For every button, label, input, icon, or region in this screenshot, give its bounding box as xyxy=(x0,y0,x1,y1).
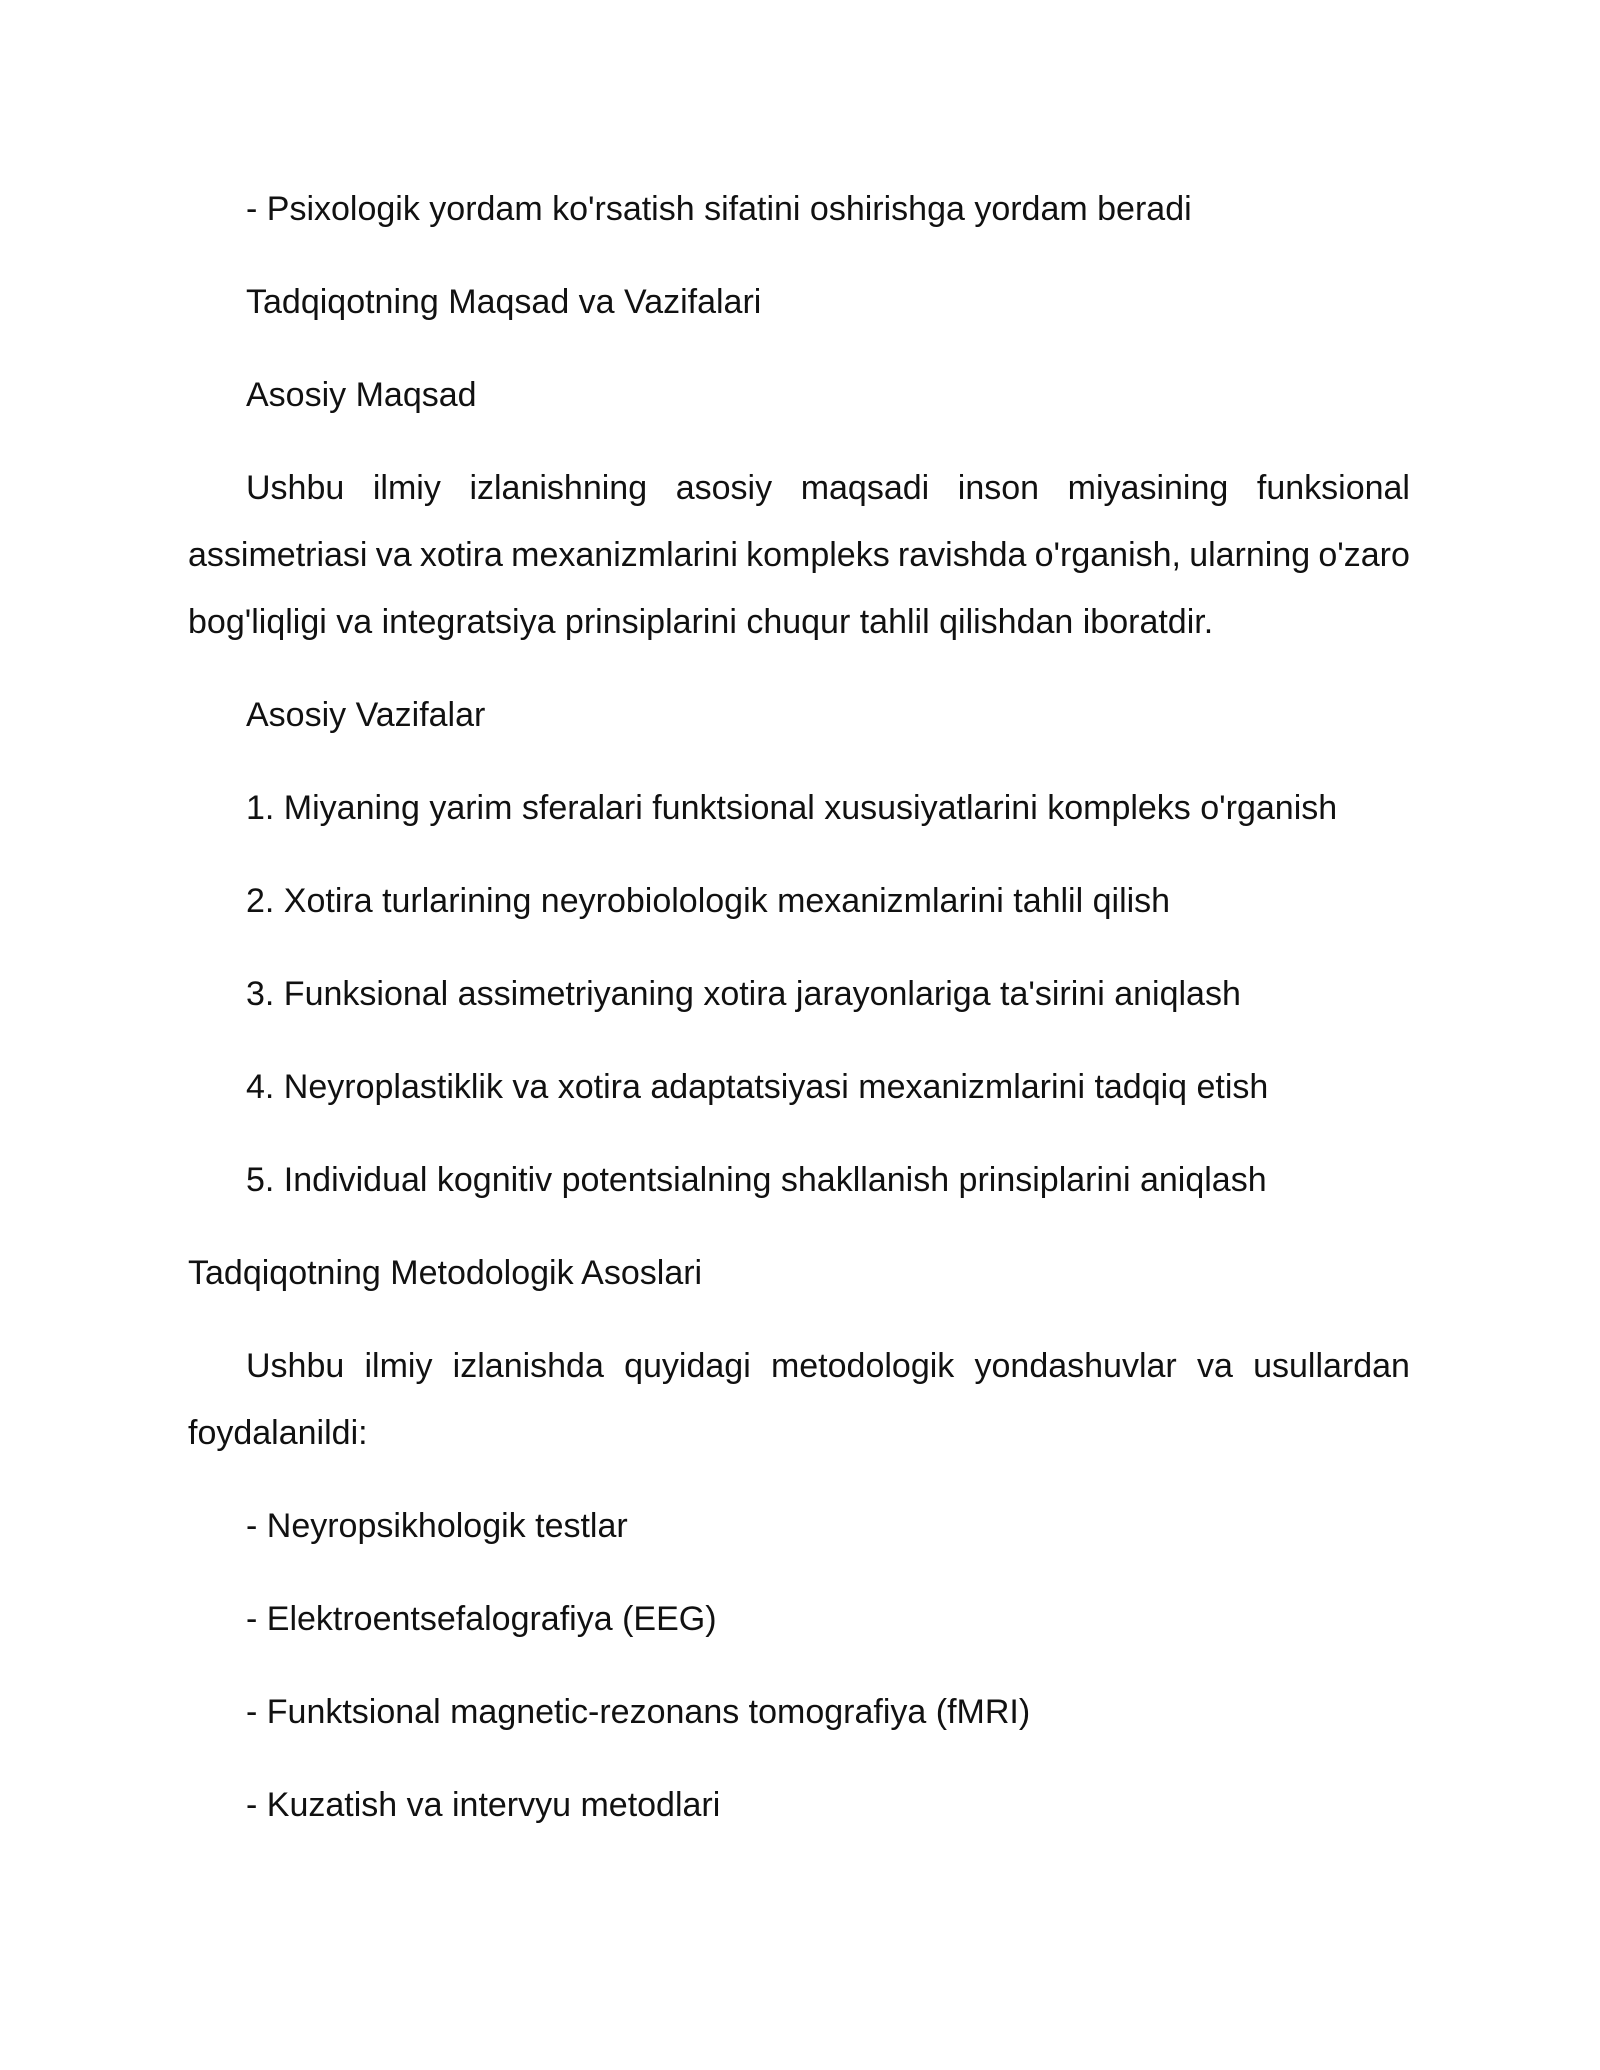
word: Ushbu xyxy=(246,469,345,507)
tasks-heading: Asosiy Vazifalar xyxy=(246,696,486,734)
word: va xyxy=(375,536,412,574)
main-goal-line-1 xyxy=(246,455,1410,522)
method-item-2: - Elektroentsefalografiya (EEG) xyxy=(246,1600,717,1638)
word: miyasining xyxy=(1067,469,1229,507)
methodology-line-1-text xyxy=(246,1333,1410,1400)
word: usullardan xyxy=(1253,1347,1410,1385)
word: ilmiy xyxy=(364,1347,433,1385)
main-goal-line-2-text xyxy=(188,522,1410,589)
word: quyidagi xyxy=(624,1347,751,1385)
bullet-intro-line: - Psixologik yordam ko'rsatish sifatini oshirishga yordam beradi xyxy=(246,190,1192,228)
method-item-3: - Funktsional magnetic-rezonans tomografiya (fMRI) xyxy=(246,1693,1031,1731)
main-goal-heading: Asosiy Maqsad xyxy=(246,376,477,414)
word: maqsadi xyxy=(800,469,930,507)
word: Ushbu xyxy=(246,1347,345,1385)
word: ularning xyxy=(1189,536,1311,574)
word: xotira xyxy=(419,536,503,574)
method-item-4: - Kuzatish va intervyu metodlari xyxy=(246,1786,721,1824)
word: asosiy xyxy=(675,469,773,507)
main-goal-line-2 xyxy=(188,522,1410,589)
word: metodologik xyxy=(770,1347,955,1385)
word: mexanizmlarini xyxy=(511,536,738,574)
word: o'rganish, xyxy=(1034,536,1181,574)
section-title: Tadqiqotning Maqsad va Vazifalari xyxy=(246,283,762,321)
word: ilmiy xyxy=(372,469,441,507)
word: kompleks xyxy=(746,536,890,574)
word: o'zaro xyxy=(1318,536,1410,574)
word: funksional xyxy=(1256,469,1410,507)
task-item-2: 2. Xotira turlarining neyrobiolologik mexanizmlarini tahlil qilish xyxy=(246,882,1171,920)
main-goal-line-3: bog'liqligi va integratsiya prinsiplarini chuqur tahlil qilishdan iboratdir. xyxy=(188,603,1214,641)
word: ravishda xyxy=(897,536,1027,574)
task-item-3: 3. Funksional assimetriyaning xotira jarayonlariga ta'sirini aniqlash xyxy=(246,975,1241,1013)
method-item-1: - Neyropsikhologik testlar xyxy=(246,1507,628,1545)
word: izlanishning xyxy=(469,469,648,507)
word: assimetriasi xyxy=(188,536,368,574)
word: yondashuvlar xyxy=(974,1347,1177,1385)
document-page xyxy=(188,0,1410,2070)
word: va xyxy=(1196,1347,1233,1385)
word: inson xyxy=(957,469,1040,507)
task-item-5: 5. Individual kognitiv potentsialning shakllanish prinsiplarini aniqlash xyxy=(246,1161,1267,1199)
methodology-line-1 xyxy=(246,1333,1410,1400)
word: izlanishda xyxy=(452,1347,604,1385)
task-item-1: 1. Miyaning yarim sferalari funktsional xususiyatlarini kompleks o'rganish xyxy=(246,789,1338,827)
task-item-4: 4. Neyroplastiklik va xotira adaptatsiyasi mexanizmlarini tadqiq etish xyxy=(246,1068,1269,1106)
methodology-line-2: foydalanildi: xyxy=(188,1414,368,1452)
main-goal-line-1-text xyxy=(246,455,1410,522)
methodology-heading: Tadqiqotning Metodologik Asoslari xyxy=(188,1254,703,1292)
